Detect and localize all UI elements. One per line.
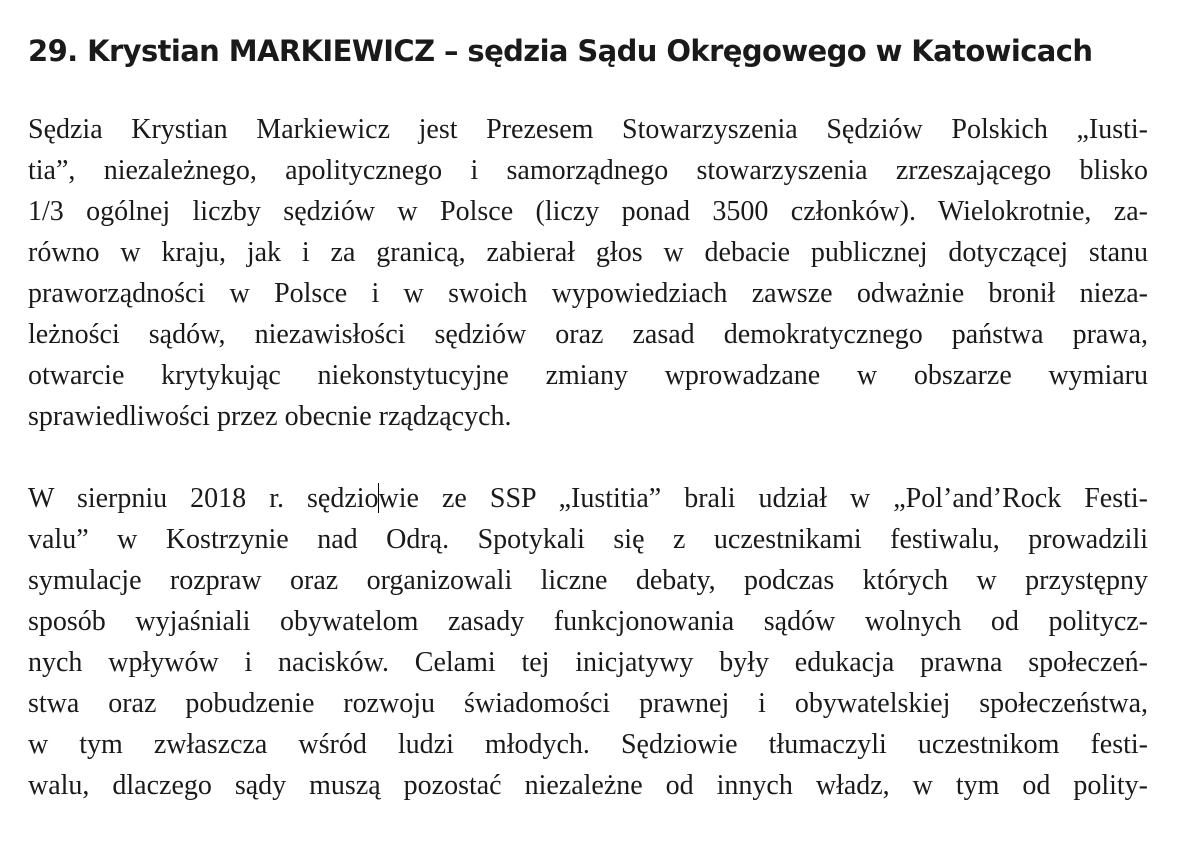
text-line: leżności sądów, niezawisłości sędziów oraz zasad demokratycznego państwa prawa, — [28, 319, 1148, 350]
text-line: valu” w Kostrzynie nad Odrą. Spotykali się z uczestnikami festiwalu, prowadzili — [28, 524, 1148, 555]
document-body — [28, 109, 1148, 806]
text-line: stwa oraz pobudzenie rozwoju świadomości prawnej i obywatelskiej społeczeństwa, — [28, 688, 1148, 719]
text-before-caret: W sierpniu 2018 r. sędzio — [28, 483, 379, 514]
text-line: praworządności w Polsce i w swoich wypowiedziach zawsze odważnie bronił nieza- — [28, 278, 1148, 309]
text-line: sprawiedliwości przez obecnie rządzących. — [28, 401, 512, 432]
text-line: w tym zwłaszcza wśród ludzi młodych. Sędziowie tłumaczyli uczestnikom festi- — [28, 729, 1148, 760]
text-line: walu, dlaczego sądy muszą pozostać niezależne od innych władz, w tym od polity- — [28, 770, 1148, 801]
document-page — [28, 0, 1148, 806]
text-line: Sędzia Krystian Markiewicz jest Prezesem Stowarzyszenia Sędziów Polskich „Iusti- — [28, 114, 1148, 145]
text-line: równo w kraju, jak i za granicą, zabierał głos w debacie publicznej dotyczącej stanu — [28, 237, 1148, 268]
text-line: tia”, niezależnego, apolitycznego i samorządnego stowarzyszenia zrzeszającego blisko — [28, 155, 1148, 186]
section-heading: 29. Krystian MARKIEWICZ – sędzia Sądu Okręgowego w Katowicach — [28, 34, 1093, 68]
text-line: nych wpływów i nacisków. Celami tej inicjatywy były edukacja prawna społeczeń- — [28, 647, 1148, 678]
text-line: sposób wyjaśniali obywatelom zasady funkcjonowania sądów wolnych od politycz- — [28, 606, 1148, 637]
text-after-caret: wie ze SSP „Iustitia” brali udział w „Pol’and’Rock Festi- — [378, 483, 1148, 514]
text-line: otwarcie krytykując niekonstytucyjne zmiany wprowadzane w obszarze wymiaru — [28, 360, 1148, 391]
text-line: symulacje rozpraw oraz organizowali liczne debaty, podczas których w przystępny — [28, 565, 1148, 596]
text-line-with-caret[interactable] — [28, 478, 1148, 519]
paragraph-2 — [28, 478, 1148, 806]
text-line: 1/3 ogólnej liczby sędziów w Polsce (liczy ponad 3500 członków). Wielokrotnie, za- — [28, 196, 1148, 227]
paragraph-1 — [28, 109, 1148, 437]
